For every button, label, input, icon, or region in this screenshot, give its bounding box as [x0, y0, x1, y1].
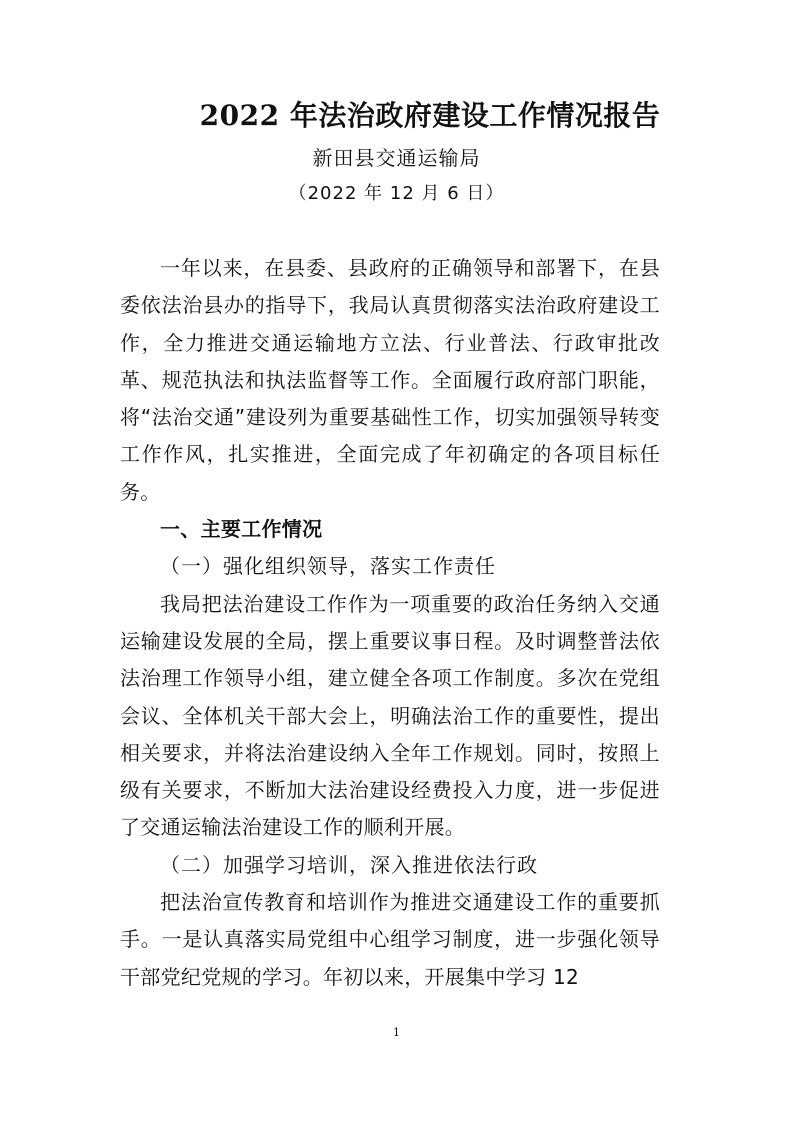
intro-paragraph: 一年以来，在县委、县政府的正确领导和部署下，在县委依法治县办的指导下，我局认真贯彻落实法治政府建设工作，全力推进交通运输地方立法、行业普法、行政审批改革、规范执法和执法监督等工作。全面履行政府部门职能，将“法治交通”建设列为重要基础性工作，切实加强领导转变工作作风，扎实推进，全面完成了年初确定的各项目标任务。: [120, 256, 660, 504]
document-body: [120, 250, 660, 996]
subsection-heading-organization: （一）强化组织领导，落实工作责任: [160, 554, 496, 579]
document-date: （2022 年 12 月 6 日）: [288, 183, 505, 204]
subsection-heading-training: （二）加强学习培训，深入推进依法行政: [160, 852, 538, 877]
page-number: 1: [393, 1026, 400, 1039]
section-heading-main-work: 一、主要工作情况: [160, 517, 323, 542]
subsection-paragraph-training: 把法治宣传教育和培训作为推进交通建设工作的重要抓手。一是认真落实局党组中心组学习制度，进一步强化领导干部党纪党规的学习。年初以来，开展集中学习 12: [120, 890, 660, 989]
issuing-organization: 新田县交通运输局: [312, 146, 481, 170]
document-title: 2022 年法治政府建设工作情况报告: [199, 99, 661, 132]
subsection-paragraph-organization: 我局把法治建设工作作为一项重要的政治任务纳入交通运输建设发展的全局，摆上重要议事日程。及时调整普法依法治理工作领导小组，建立健全各项工作制度。多次在党组会议、全体机关干部大会上，明确法治工作的重要性，提出相关要求，并将法治建设纳入全年工作规划。同时，按照上级有关要求，不断加大法治建设经费投入力度，进一步促进了交通运输法治建设工作的顺利开展。: [120, 591, 660, 840]
